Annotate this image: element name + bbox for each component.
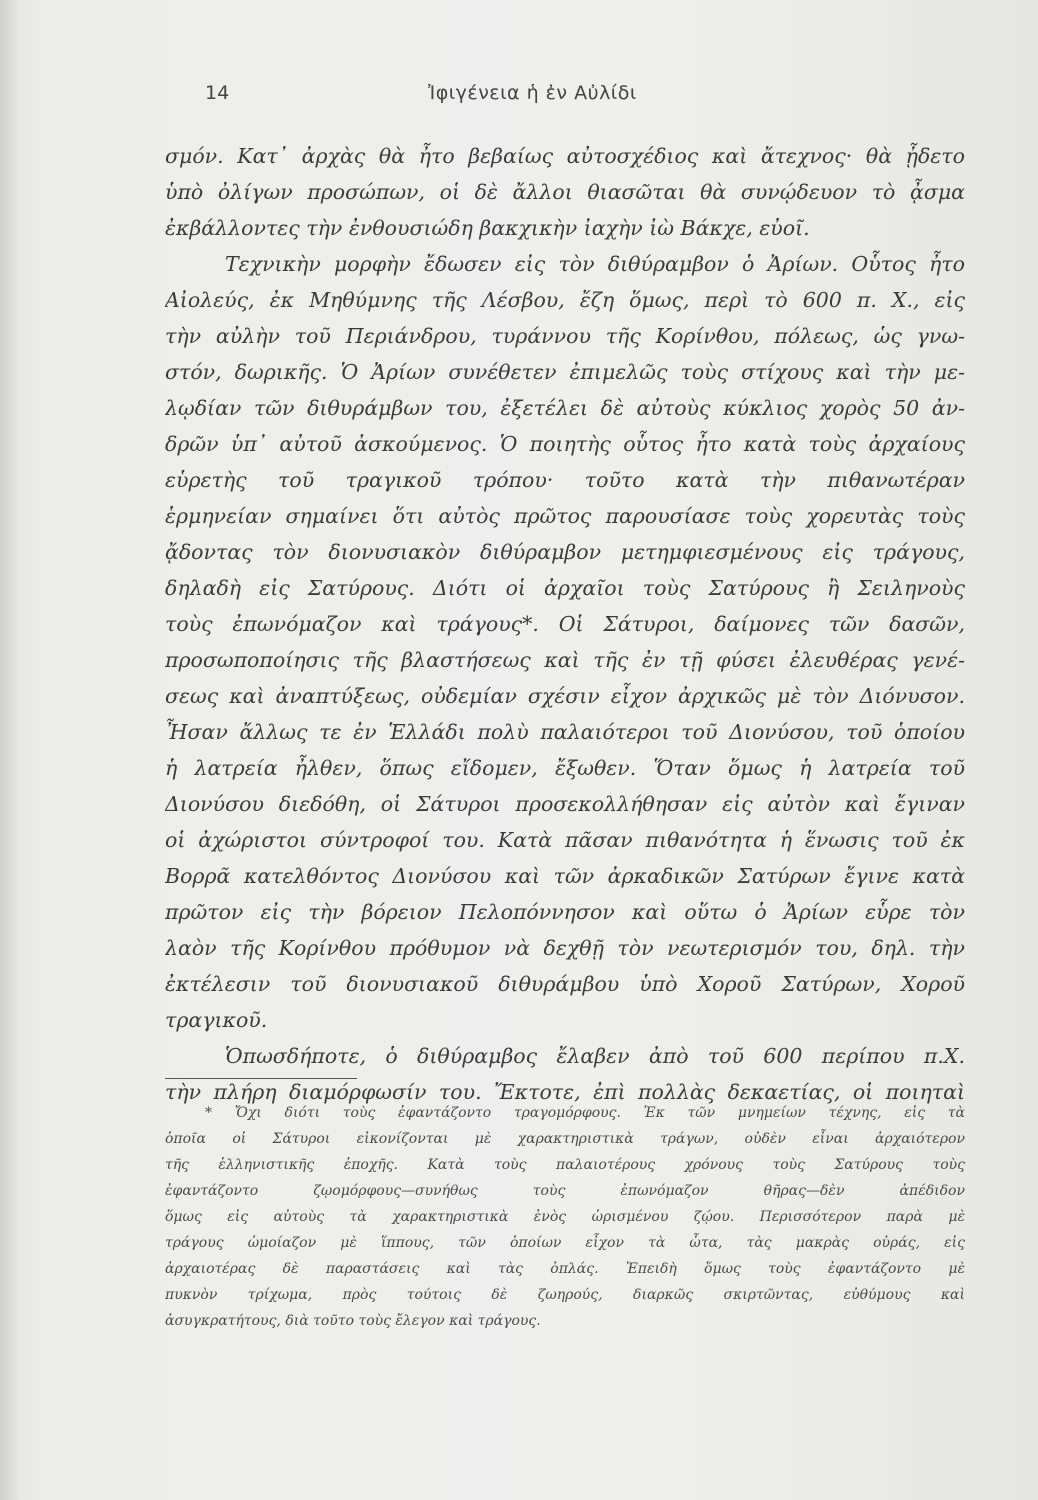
page-header bbox=[0, 82, 1038, 112]
text-line: Βορρᾶ κατελθόντος Διονύσου καὶ τῶν ἀρκαδικῶν Σατύρων ἔγινε κατὰ bbox=[165, 864, 965, 888]
main-text bbox=[165, 138, 965, 1110]
text-line: Ἦσαν ἄλλως τε ἐν Ἑλλάδι πολὺ παλαιότεροι τοῦ Διονύσου, τοῦ ὁποίου bbox=[165, 720, 965, 744]
text-line: σεως καὶ ἀναπτύξεως, οὐδεμίαν σχέσιν εἶχον ἀρχικῶς μὲ τὸν Διόνυσον. bbox=[165, 684, 965, 708]
text-line: λαὸν τῆς Κορίνθου πρόθυμον νὰ δεχθῇ τὸν νεωτερισμόν του, δηλ. τὴν bbox=[165, 936, 965, 960]
footnote-line: * Ὄχι διότι τοὺς ἐφαντάζοντο τραγομόρφους. Ἐκ τῶν μνημείων τέχνης, εἰς τὰ bbox=[205, 1105, 965, 1121]
text-line: δηλαδὴ εἰς Σατύρους. Διότι οἱ ἀρχαῖοι τοὺς Σατύρους ἢ Σειληνοὺς bbox=[165, 576, 965, 600]
footnote-line: ὁποῖα οἱ Σάτυροι εἰκονίζονται μὲ χαρακτηριστικὰ τράγων, οὐδὲν εἶναι ἀρχαιότερον bbox=[165, 1131, 965, 1147]
text-line: στόν, δωρικῆς. Ὁ Ἀρίων συνέθετεν ἐπιμελῶς τοὺς στίχους καὶ τὴν με- bbox=[165, 360, 965, 384]
text-line: ἐκβάλλοντες τὴν ἐνθουσιώδη βακχικὴν ἰαχὴν ἰὼ Βάκχε, εὐοῖ. bbox=[165, 216, 810, 240]
text-line: Αἰολεύς, ἐκ Μηθύμνης τῆς Λέσβου, ἔζη ὅμως, περὶ τὸ 600 π. Χ., εἰς bbox=[165, 288, 965, 312]
text-line: ὑπὸ ὀλίγων προσώπων, οἱ δὲ ἄλλοι θιασῶται θὰ συνῴδευον τὸ ᾆσμα bbox=[165, 180, 965, 204]
text-line: Διονύσου διεδόθη, οἱ Σάτυροι προσεκολλήθησαν εἰς αὐτὸν καὶ ἔγιναν bbox=[165, 792, 965, 816]
footnote-line: τράγους ὡμοίαζον μὲ ἵππους, τῶν ὁποίων εἶχον τὰ ὦτα, τὰς μακρὰς οὐράς, εἰς bbox=[165, 1235, 965, 1251]
text-line: πρῶτον εἰς τὴν βόρειον Πελοπόννησον καὶ οὕτω ὁ Ἀρίων εὗρε τὸν bbox=[165, 900, 965, 924]
text-line: Τεχνικὴν μορφὴν ἔδωσεν εἰς τὸν διθύραμβον ὁ Ἀρίων. Οὗτος ἦτο bbox=[225, 252, 965, 276]
text-line: τὴν πλήρη διαμόρφωσίν του. Ἔκτοτε, ἐπὶ πολλὰς δεκαετίας, οἱ ποιηταὶ bbox=[165, 1080, 965, 1104]
text-line: προσωποποίησις τῆς βλαστήσεως καὶ τῆς ἐν τῇ φύσει ἐλευθέρας γενέ- bbox=[165, 648, 965, 672]
running-title: Ἰφιγένεια ἡ ἐν Αὐλίδι bbox=[428, 82, 637, 104]
text-line: τὴν αὐλὴν τοῦ Περιάνδρου, τυράννου τῆς Κορίνθου, πόλεως, ὡς γνω- bbox=[165, 324, 965, 348]
text-line: λῳδίαν τῶν διθυράμβων του, ἐξετέλει δὲ αὐτοὺς κύκλιος χορὸς 50 ἀν- bbox=[165, 396, 965, 420]
text-line: τοὺς ἐπωνόμαζον καὶ τράγους*. Οἱ Σάτυροι, δαίμονες τῶν δασῶν, bbox=[165, 612, 965, 636]
page-binding-edge bbox=[0, 0, 18, 1500]
text-line: τραγικοῦ. bbox=[165, 1008, 268, 1032]
text-line: ἡ λατρεία ἦλθεν, ὅπως εἴδομεν, ἔξωθεν. Ὅταν ὅμως ἡ λατρεία τοῦ bbox=[165, 756, 965, 780]
footnote-line: ἀσυγκρατήτους, διὰ τοῦτο τοὺς ἔλεγον καὶ τράγους. bbox=[165, 1313, 541, 1329]
text-line: δρῶν ὑπ᾽ αὐτοῦ ἀσκούμενος. Ὁ ποιητὴς οὗτος ἦτο κατὰ τοὺς ἀρχαίους bbox=[165, 432, 965, 456]
text-line: οἱ ἀχώριστοι σύντροφοί του. Κατὰ πᾶσαν πιθανότητα ἡ ἕνωσις τοῦ ἐκ bbox=[165, 828, 965, 852]
text-line: ἐκτέλεσιν τοῦ διονυσιακοῦ διθυράμβου ὑπὸ Χοροῦ Σατύρων, Χοροῦ bbox=[165, 972, 965, 996]
footnote-line: ἐφαντάζοντο ζῳομόρφους—συνήθως τοὺς ἐπωνόμαζον θῆρας—δὲν ἀπέδιδον bbox=[165, 1183, 965, 1199]
footnote bbox=[165, 1100, 965, 1334]
text-line: Ὁπωσδήποτε, ὁ διθύραμβος ἔλαβεν ἀπὸ τοῦ 600 περίπου π.Χ. bbox=[225, 1044, 965, 1068]
footnote-rule bbox=[165, 1078, 357, 1079]
page-number: 14 bbox=[205, 82, 230, 104]
footnote-line: ἀρχαιοτέρας δὲ παραστάσεις καὶ τὰς ὁπλάς. Ἐπειδὴ ὅμως τοὺς ἐφαντάζοντο μὲ bbox=[165, 1261, 965, 1277]
footnote-line: ὅμως εἰς αὐτοὺς τὰ χαρακτηριστικὰ ἑνὸς ὡρισμένου ζῴου. Περισσότερον παρὰ μὲ bbox=[165, 1209, 965, 1225]
text-line: σμόν. Κατ᾽ ἀρχὰς θὰ ἦτο βεβαίως αὐτοσχέδιος καὶ ἄτεχνος· θὰ ᾖδετο bbox=[165, 144, 965, 168]
text-line: εὑρετὴς τοῦ τραγικοῦ τρόπου· τοῦτο κατὰ τὴν πιθανωτέραν bbox=[165, 468, 965, 492]
footnote-line: τῆς ἑλληνιστικῆς ἐποχῆς. Κατὰ τοὺς παλαιοτέρους χρόνους τοὺς Σατύρους τοὺς bbox=[165, 1157, 965, 1173]
text-line: ἑρμηνείαν σημαίνει ὅτι αὐτὸς πρῶτος παρουσίασε τοὺς χορευτὰς τοὺς bbox=[165, 504, 965, 528]
footnote-line: πυκνὸν τρίχωμα, πρὸς τούτοις δὲ ζωηρούς, διαρκῶς σκιρτῶντας, εὐθύμους καὶ bbox=[165, 1287, 965, 1303]
text-line: ᾄδοντας τὸν διονυσιακὸν διθύραμβον μετημφιεσμένους εἰς τράγους, bbox=[165, 540, 965, 564]
